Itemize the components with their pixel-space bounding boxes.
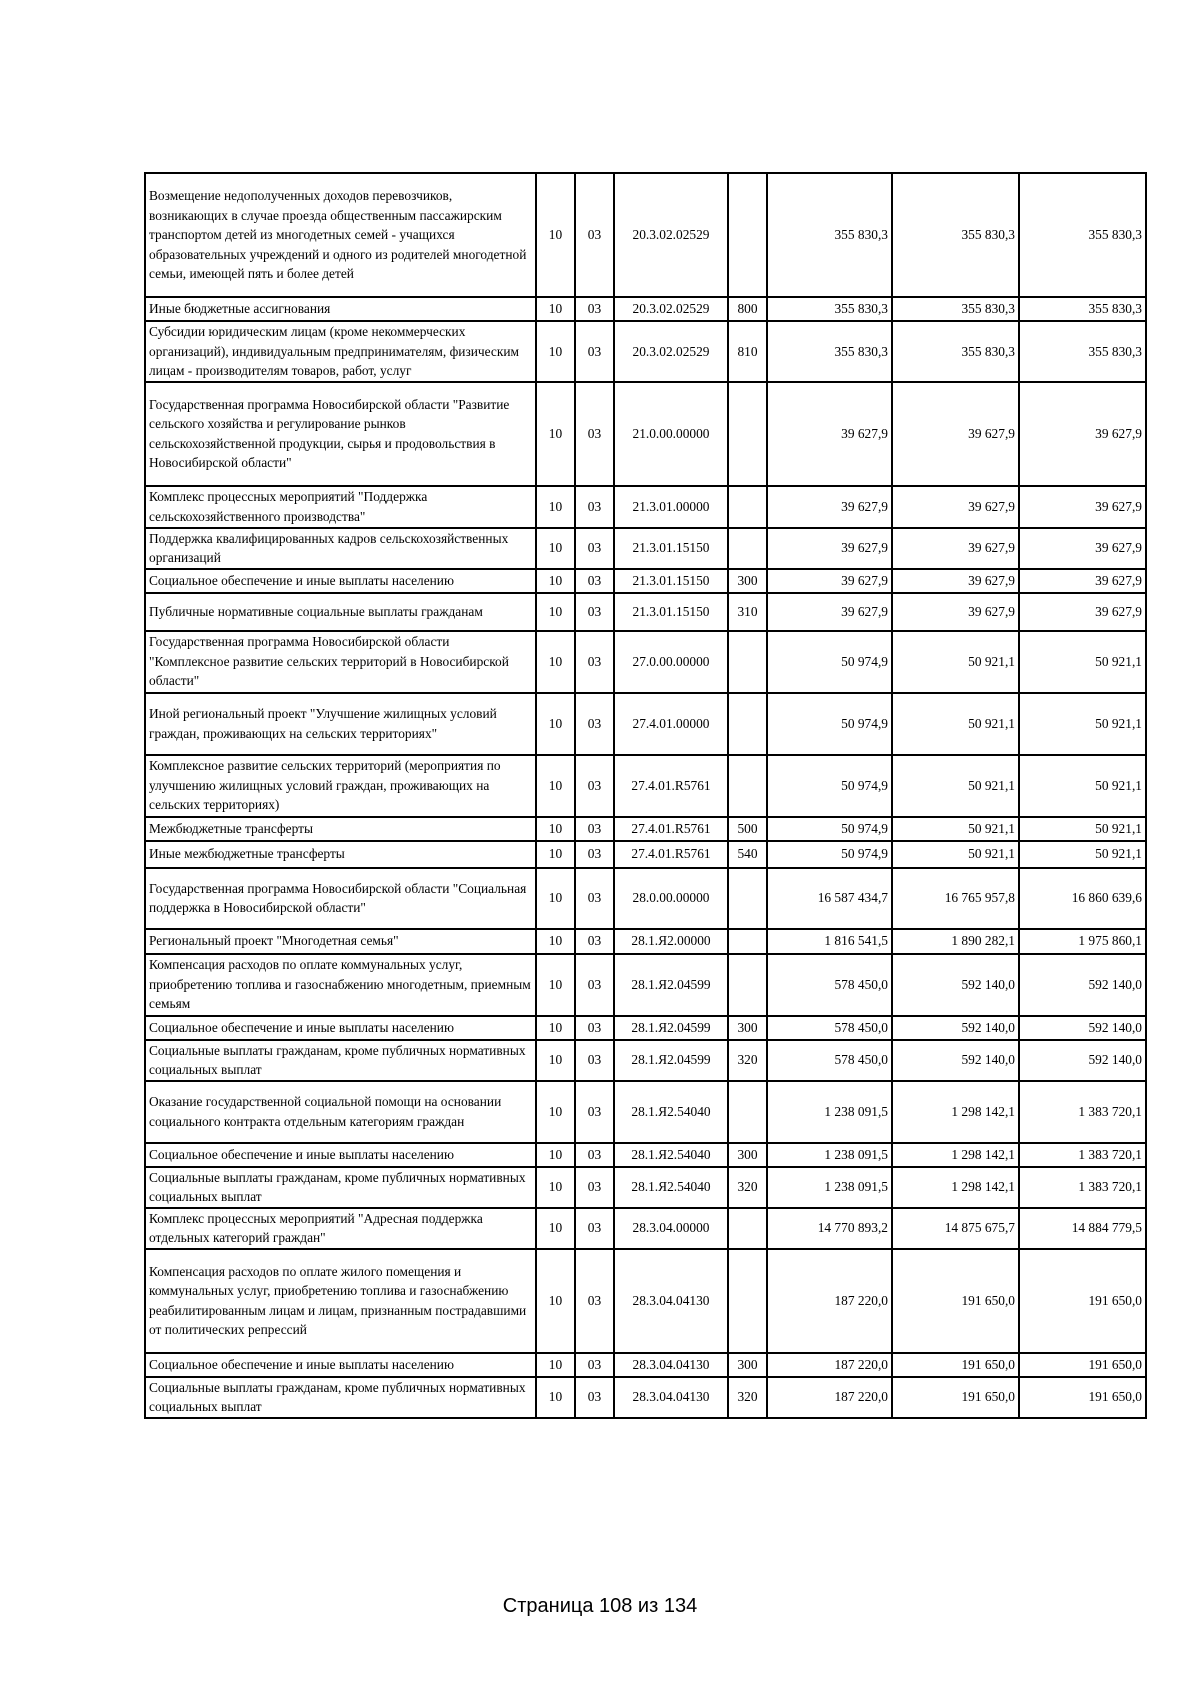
- row-amount-year-2: 355 830,3: [892, 321, 1019, 382]
- row-section: 10: [536, 1249, 575, 1353]
- row-amount-year-3: 1 383 720,1: [1019, 1081, 1146, 1143]
- row-subsection: 03: [575, 631, 614, 693]
- row-subsection: 03: [575, 321, 614, 382]
- row-name: Государственная программа Новосибирской области "Развитие сельского хозяйства и регулирование рынков сельскохозяйственной продукции, сырья и продовольствия в Новосибирской области": [145, 382, 536, 486]
- row-amount-year-2: 355 830,3: [892, 297, 1019, 321]
- row-target-article: 28.1.Я2.54040: [614, 1143, 728, 1167]
- row-subsection: 03: [575, 868, 614, 929]
- table-row: [145, 593, 1146, 631]
- table-row: [145, 954, 1146, 1016]
- row-amount-year-2: 14 875 675,7: [892, 1208, 1019, 1249]
- row-amount-year-2: 39 627,9: [892, 528, 1019, 569]
- row-section: 10: [536, 528, 575, 569]
- row-subsection: 03: [575, 569, 614, 593]
- row-amount-year-2: 191 650,0: [892, 1249, 1019, 1353]
- row-section: 10: [536, 1167, 575, 1208]
- row-target-article: 27.4.01.R5761: [614, 817, 728, 841]
- table-body: [145, 173, 1146, 1418]
- row-amount-year-1: 14 770 893,2: [767, 1208, 892, 1249]
- row-name: Социальные выплаты гражданам, кроме публичных нормативных социальных выплат: [145, 1167, 536, 1208]
- row-amount-year-1: 578 450,0: [767, 1016, 892, 1040]
- row-amount-year-2: 50 921,1: [892, 755, 1019, 817]
- row-section: 10: [536, 1208, 575, 1249]
- row-section: 10: [536, 954, 575, 1016]
- row-section: 10: [536, 382, 575, 486]
- table-row: [145, 693, 1146, 755]
- row-expense-type: 320: [728, 1377, 767, 1418]
- row-name: Социальные выплаты гражданам, кроме публичных нормативных социальных выплат: [145, 1040, 536, 1081]
- row-name: Иные бюджетные ассигнования: [145, 297, 536, 321]
- table-row: [145, 1040, 1146, 1081]
- table-row: [145, 868, 1146, 929]
- row-target-article: 21.3.01.15150: [614, 593, 728, 631]
- row-amount-year-1: 578 450,0: [767, 954, 892, 1016]
- row-section: 10: [536, 693, 575, 755]
- row-section: 10: [536, 841, 575, 868]
- row-section: 10: [536, 173, 575, 297]
- row-expense-type: [728, 954, 767, 1016]
- table-row: [145, 382, 1146, 486]
- row-amount-year-1: 39 627,9: [767, 486, 892, 528]
- row-amount-year-3: 592 140,0: [1019, 954, 1146, 1016]
- row-expense-type: 320: [728, 1040, 767, 1081]
- row-amount-year-1: 1 238 091,5: [767, 1081, 892, 1143]
- row-target-article: 27.4.01.R5761: [614, 755, 728, 817]
- row-section: 10: [536, 631, 575, 693]
- row-target-article: 27.0.00.00000: [614, 631, 728, 693]
- row-target-article: 28.1.Я2.04599: [614, 1040, 728, 1081]
- row-amount-year-2: 1 298 142,1: [892, 1081, 1019, 1143]
- table-row: [145, 486, 1146, 528]
- row-amount-year-3: 50 921,1: [1019, 631, 1146, 693]
- row-subsection: 03: [575, 841, 614, 868]
- table-row: [145, 1016, 1146, 1040]
- row-target-article: 20.3.02.02529: [614, 173, 728, 297]
- table-row: [145, 631, 1146, 693]
- row-name: Межбюджетные трансферты: [145, 817, 536, 841]
- table-row: [145, 929, 1146, 954]
- row-amount-year-2: 16 765 957,8: [892, 868, 1019, 929]
- table-row: [145, 841, 1146, 868]
- row-section: 10: [536, 593, 575, 631]
- row-subsection: 03: [575, 755, 614, 817]
- table-row: [145, 817, 1146, 841]
- row-target-article: 28.1.Я2.04599: [614, 1016, 728, 1040]
- row-expense-type: 810: [728, 321, 767, 382]
- row-name: Социальное обеспечение и иные выплаты населению: [145, 1143, 536, 1167]
- row-expense-type: 320: [728, 1167, 767, 1208]
- row-target-article: 28.0.00.00000: [614, 868, 728, 929]
- row-amount-year-1: 50 974,9: [767, 631, 892, 693]
- row-amount-year-1: 355 830,3: [767, 297, 892, 321]
- row-target-article: 21.3.01.00000: [614, 486, 728, 528]
- table-row: [145, 1208, 1146, 1249]
- row-amount-year-2: 50 921,1: [892, 631, 1019, 693]
- row-expense-type: 540: [728, 841, 767, 868]
- row-amount-year-3: 50 921,1: [1019, 755, 1146, 817]
- row-target-article: 28.3.04.04130: [614, 1249, 728, 1353]
- row-subsection: 03: [575, 1143, 614, 1167]
- table-row: [145, 528, 1146, 569]
- row-name: Публичные нормативные социальные выплаты гражданам: [145, 593, 536, 631]
- row-name: Иные межбюджетные трансферты: [145, 841, 536, 868]
- table-row: [145, 297, 1146, 321]
- row-amount-year-2: 50 921,1: [892, 817, 1019, 841]
- row-expense-type: 300: [728, 569, 767, 593]
- row-expense-type: 800: [728, 297, 767, 321]
- row-amount-year-2: 50 921,1: [892, 693, 1019, 755]
- row-amount-year-3: 39 627,9: [1019, 528, 1146, 569]
- row-amount-year-1: 1 816 541,5: [767, 929, 892, 954]
- row-subsection: 03: [575, 1016, 614, 1040]
- row-expense-type: 300: [728, 1143, 767, 1167]
- row-name: Социальное обеспечение и иные выплаты населению: [145, 1353, 536, 1377]
- row-name: Государственная программа Новосибирской области "Социальная поддержка в Новосибирской области": [145, 868, 536, 929]
- row-name: Иной региональный проект "Улучшение жилищных условий граждан, проживающих на сельских территориях": [145, 693, 536, 755]
- page-footer: Страница 108 из 134: [502, 1595, 698, 1617]
- row-amount-year-3: 191 650,0: [1019, 1249, 1146, 1353]
- row-amount-year-2: 191 650,0: [892, 1377, 1019, 1418]
- row-target-article: 28.3.04.04130: [614, 1353, 728, 1377]
- row-amount-year-1: 355 830,3: [767, 173, 892, 297]
- row-amount-year-1: 50 974,9: [767, 755, 892, 817]
- row-subsection: 03: [575, 1081, 614, 1143]
- row-subsection: 03: [575, 1249, 614, 1353]
- row-amount-year-3: 1 383 720,1: [1019, 1167, 1146, 1208]
- row-amount-year-3: 191 650,0: [1019, 1353, 1146, 1377]
- row-expense-type: [728, 868, 767, 929]
- row-amount-year-2: 355 830,3: [892, 173, 1019, 297]
- row-name: Региональный проект "Многодетная семья": [145, 929, 536, 954]
- row-section: 10: [536, 1377, 575, 1418]
- row-subsection: 03: [575, 1353, 614, 1377]
- row-section: 10: [536, 321, 575, 382]
- table-row: [145, 569, 1146, 593]
- row-amount-year-3: 592 140,0: [1019, 1040, 1146, 1081]
- row-amount-year-1: 50 974,9: [767, 817, 892, 841]
- row-subsection: 03: [575, 954, 614, 1016]
- row-amount-year-3: 39 627,9: [1019, 382, 1146, 486]
- row-name: Социальное обеспечение и иные выплаты населению: [145, 1016, 536, 1040]
- table-row: [145, 321, 1146, 382]
- row-subsection: 03: [575, 1208, 614, 1249]
- row-subsection: 03: [575, 1040, 614, 1081]
- row-amount-year-1: 39 627,9: [767, 528, 892, 569]
- row-amount-year-2: 1 298 142,1: [892, 1143, 1019, 1167]
- row-amount-year-1: 187 220,0: [767, 1353, 892, 1377]
- row-name: Социальное обеспечение и иные выплаты населению: [145, 569, 536, 593]
- row-section: 10: [536, 868, 575, 929]
- row-amount-year-2: 39 627,9: [892, 569, 1019, 593]
- row-name: Оказание государственной социальной помощи на основании социального контракта отдельным категориям граждан: [145, 1081, 536, 1143]
- row-target-article: 20.3.02.02529: [614, 321, 728, 382]
- row-expense-type: 300: [728, 1353, 767, 1377]
- row-name: Компенсация расходов по оплате коммунальных услуг, приобретению топлива и газоснабжению многодетным, приемным семьям: [145, 954, 536, 1016]
- row-expense-type: [728, 631, 767, 693]
- row-amount-year-1: 187 220,0: [767, 1377, 892, 1418]
- row-section: 10: [536, 929, 575, 954]
- row-amount-year-2: 50 921,1: [892, 841, 1019, 868]
- row-section: 10: [536, 1081, 575, 1143]
- row-amount-year-2: 592 140,0: [892, 1040, 1019, 1081]
- row-expense-type: [728, 486, 767, 528]
- row-subsection: 03: [575, 173, 614, 297]
- row-name: Возмещение недополученных доходов перевозчиков, возникающих в случае проезда общественным пассажирским транспортом детей из многодетных семей - учащихся образовательных учреждений и одного из родителей многодетной семьи, имеющей пять и более детей: [145, 173, 536, 297]
- row-amount-year-3: 39 627,9: [1019, 486, 1146, 528]
- row-subsection: 03: [575, 1167, 614, 1208]
- row-expense-type: [728, 929, 767, 954]
- table-row: [145, 1167, 1146, 1208]
- row-subsection: 03: [575, 693, 614, 755]
- row-subsection: 03: [575, 297, 614, 321]
- row-amount-year-3: 16 860 639,6: [1019, 868, 1146, 929]
- row-amount-year-1: 187 220,0: [767, 1249, 892, 1353]
- row-section: 10: [536, 486, 575, 528]
- row-section: 10: [536, 1143, 575, 1167]
- row-subsection: 03: [575, 528, 614, 569]
- row-amount-year-3: 1 383 720,1: [1019, 1143, 1146, 1167]
- row-amount-year-1: 355 830,3: [767, 321, 892, 382]
- row-amount-year-3: 355 830,3: [1019, 297, 1146, 321]
- row-amount-year-3: 39 627,9: [1019, 569, 1146, 593]
- row-amount-year-1: 39 627,9: [767, 382, 892, 486]
- row-name: Комплекс процессных мероприятий "Адресная поддержка отдельных категорий граждан": [145, 1208, 536, 1249]
- row-expense-type: 310: [728, 593, 767, 631]
- row-target-article: 27.4.01.00000: [614, 693, 728, 755]
- row-amount-year-2: 592 140,0: [892, 954, 1019, 1016]
- table-row: [145, 1143, 1146, 1167]
- row-expense-type: [728, 1081, 767, 1143]
- row-name: Государственная программа Новосибирской области "Комплексное развитие сельских территорий в Новосибирской области": [145, 631, 536, 693]
- table-row: [145, 755, 1146, 817]
- row-subsection: 03: [575, 486, 614, 528]
- row-amount-year-3: 50 921,1: [1019, 693, 1146, 755]
- row-subsection: 03: [575, 929, 614, 954]
- row-section: 10: [536, 297, 575, 321]
- table-row: [145, 173, 1146, 297]
- row-subsection: 03: [575, 382, 614, 486]
- row-amount-year-2: 39 627,9: [892, 486, 1019, 528]
- table-row: [145, 1081, 1146, 1143]
- row-amount-year-1: 39 627,9: [767, 569, 892, 593]
- row-section: 10: [536, 755, 575, 817]
- table-row: [145, 1249, 1146, 1353]
- row-subsection: 03: [575, 593, 614, 631]
- row-amount-year-3: 355 830,3: [1019, 173, 1146, 297]
- row-expense-type: [728, 1249, 767, 1353]
- row-name: Социальные выплаты гражданам, кроме публичных нормативных социальных выплат: [145, 1377, 536, 1418]
- table-row: [145, 1377, 1146, 1418]
- row-expense-type: [728, 382, 767, 486]
- row-amount-year-1: 16 587 434,7: [767, 868, 892, 929]
- row-expense-type: [728, 693, 767, 755]
- row-amount-year-3: 191 650,0: [1019, 1377, 1146, 1418]
- row-target-article: 21.3.01.15150: [614, 528, 728, 569]
- row-amount-year-2: 1 890 282,1: [892, 929, 1019, 954]
- row-target-article: 21.3.01.15150: [614, 569, 728, 593]
- row-amount-year-3: 14 884 779,5: [1019, 1208, 1146, 1249]
- row-target-article: 28.3.04.00000: [614, 1208, 728, 1249]
- row-expense-type: 300: [728, 1016, 767, 1040]
- row-target-article: 20.3.02.02529: [614, 297, 728, 321]
- budget-table: [144, 172, 1147, 1419]
- row-amount-year-3: 39 627,9: [1019, 593, 1146, 631]
- row-section: 10: [536, 1040, 575, 1081]
- row-name: Комплекс процессных мероприятий "Поддержка сельскохозяйственного производства": [145, 486, 536, 528]
- row-target-article: 28.3.04.04130: [614, 1377, 728, 1418]
- row-amount-year-2: 191 650,0: [892, 1353, 1019, 1377]
- row-expense-type: [728, 173, 767, 297]
- row-amount-year-2: 592 140,0: [892, 1016, 1019, 1040]
- row-name: Компенсация расходов по оплате жилого помещения и коммунальных услуг, приобретению топлива и газоснабжению реабилитированным лицам и лицам, признанным пострадавшими от политических репрессий: [145, 1249, 536, 1353]
- row-name: Поддержка квалифицированных кадров сельскохозяйственных организаций: [145, 528, 536, 569]
- row-target-article: 21.0.00.00000: [614, 382, 728, 486]
- row-amount-year-3: 1 975 860,1: [1019, 929, 1146, 954]
- row-subsection: 03: [575, 817, 614, 841]
- row-expense-type: [728, 755, 767, 817]
- row-name: Комплексное развитие сельских территорий (мероприятия по улучшению жилищных условий граждан, проживающих на сельских территориях): [145, 755, 536, 817]
- row-section: 10: [536, 1353, 575, 1377]
- row-amount-year-1: 1 238 091,5: [767, 1143, 892, 1167]
- row-amount-year-1: 50 974,9: [767, 841, 892, 868]
- row-expense-type: [728, 528, 767, 569]
- row-name: Субсидии юридическим лицам (кроме некоммерческих организаций), индивидуальным предпринимателям, физическим лицам - производителям товаров, работ, услуг: [145, 321, 536, 382]
- row-target-article: 28.1.Я2.04599: [614, 954, 728, 1016]
- row-target-article: 27.4.01.R5761: [614, 841, 728, 868]
- row-amount-year-3: 50 921,1: [1019, 841, 1146, 868]
- row-amount-year-2: 39 627,9: [892, 593, 1019, 631]
- row-amount-year-3: 50 921,1: [1019, 817, 1146, 841]
- row-amount-year-2: 1 298 142,1: [892, 1167, 1019, 1208]
- row-expense-type: [728, 1208, 767, 1249]
- row-target-article: 28.1.Я2.54040: [614, 1081, 728, 1143]
- row-amount-year-3: 355 830,3: [1019, 321, 1146, 382]
- row-section: 10: [536, 817, 575, 841]
- row-amount-year-1: 578 450,0: [767, 1040, 892, 1081]
- table-row: [145, 1353, 1146, 1377]
- row-target-article: 28.1.Я2.00000: [614, 929, 728, 954]
- row-amount-year-1: 39 627,9: [767, 593, 892, 631]
- row-amount-year-1: 1 238 091,5: [767, 1167, 892, 1208]
- row-subsection: 03: [575, 1377, 614, 1418]
- row-section: 10: [536, 1016, 575, 1040]
- row-amount-year-1: 50 974,9: [767, 693, 892, 755]
- row-expense-type: 500: [728, 817, 767, 841]
- row-amount-year-2: 39 627,9: [892, 382, 1019, 486]
- row-target-article: 28.1.Я2.54040: [614, 1167, 728, 1208]
- row-section: 10: [536, 569, 575, 593]
- row-amount-year-3: 592 140,0: [1019, 1016, 1146, 1040]
